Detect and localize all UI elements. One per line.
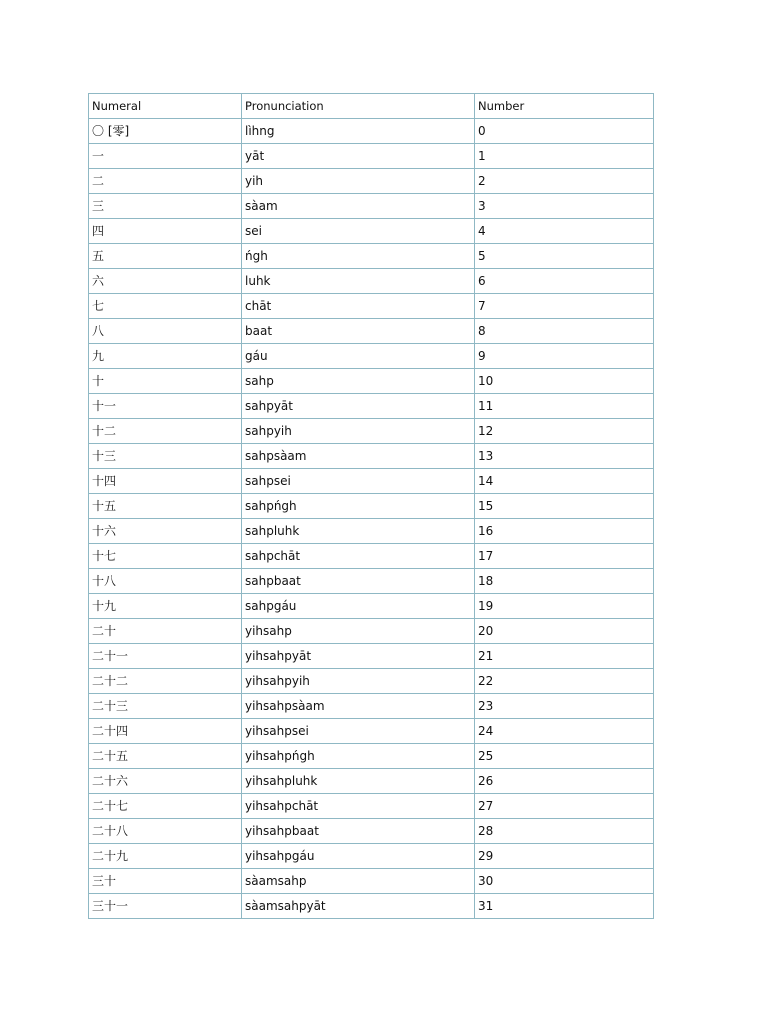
table-row bbox=[89, 294, 654, 319]
pronunciation-cell: sahpgáu bbox=[242, 594, 475, 619]
number-cell: 30 bbox=[475, 869, 654, 894]
numeral-cell: 十 bbox=[89, 369, 242, 394]
numeral-cell: 二十四 bbox=[89, 719, 242, 744]
table-row bbox=[89, 419, 654, 444]
numeral-cell: 八 bbox=[89, 319, 242, 344]
number-cell: 25 bbox=[475, 744, 654, 769]
pronunciation-cell: baat bbox=[242, 319, 475, 344]
numeral-cell: 二十六 bbox=[89, 769, 242, 794]
numeral-cell: 九 bbox=[89, 344, 242, 369]
numeral-cell: 五 bbox=[89, 244, 242, 269]
numeral-cell: 二十八 bbox=[89, 819, 242, 844]
numeral-cell: 二十九 bbox=[89, 844, 242, 869]
numeral-cell: 十二 bbox=[89, 419, 242, 444]
pronunciation-cell: lìhng bbox=[242, 119, 475, 144]
pronunciation-cell: yihsahpyāt bbox=[242, 644, 475, 669]
table-row bbox=[89, 769, 654, 794]
number-cell: 4 bbox=[475, 219, 654, 244]
pronunciation-cell: sàamsahpyāt bbox=[242, 894, 475, 919]
table-row bbox=[89, 469, 654, 494]
number-cell: 18 bbox=[475, 569, 654, 594]
table-row bbox=[89, 119, 654, 144]
numeral-cell: 二十一 bbox=[89, 644, 242, 669]
table-row bbox=[89, 269, 654, 294]
pronunciation-cell: sahpchāt bbox=[242, 544, 475, 569]
table-row bbox=[89, 194, 654, 219]
table-header-row bbox=[89, 94, 654, 119]
numeral-cell: 十五 bbox=[89, 494, 242, 519]
pronunciation-cell: sahp bbox=[242, 369, 475, 394]
numeral-cell: 十三 bbox=[89, 444, 242, 469]
pronunciation-cell: sahpyih bbox=[242, 419, 475, 444]
numeral-cell: 三 bbox=[89, 194, 242, 219]
number-cell: 15 bbox=[475, 494, 654, 519]
table-row bbox=[89, 569, 654, 594]
pronunciation-cell: yihsahpyih bbox=[242, 669, 475, 694]
numeral-cell: 十八 bbox=[89, 569, 242, 594]
table-row bbox=[89, 844, 654, 869]
table-row bbox=[89, 619, 654, 644]
number-cell: 27 bbox=[475, 794, 654, 819]
number-cell: 5 bbox=[475, 244, 654, 269]
column-header-number: Number bbox=[475, 94, 654, 119]
table-row bbox=[89, 344, 654, 369]
number-cell: 3 bbox=[475, 194, 654, 219]
pronunciation-cell: chāt bbox=[242, 294, 475, 319]
table-row bbox=[89, 644, 654, 669]
numeral-cell: 十六 bbox=[89, 519, 242, 544]
pronunciation-cell: sahpluhk bbox=[242, 519, 475, 544]
pronunciation-cell: luhk bbox=[242, 269, 475, 294]
pronunciation-cell: yihsahpsàam bbox=[242, 694, 475, 719]
table-row bbox=[89, 669, 654, 694]
numeral-cell: 七 bbox=[89, 294, 242, 319]
column-header-numeral: Numeral bbox=[89, 94, 242, 119]
number-cell: 2 bbox=[475, 169, 654, 194]
number-cell: 14 bbox=[475, 469, 654, 494]
numeral-cell: 三十 bbox=[89, 869, 242, 894]
number-cell: 13 bbox=[475, 444, 654, 469]
number-cell: 21 bbox=[475, 644, 654, 669]
pronunciation-cell: sahpsei bbox=[242, 469, 475, 494]
table-row bbox=[89, 819, 654, 844]
pronunciation-cell: sei bbox=[242, 219, 475, 244]
table-row bbox=[89, 144, 654, 169]
pronunciation-cell: yihsahpgáu bbox=[242, 844, 475, 869]
table-row bbox=[89, 369, 654, 394]
table-row bbox=[89, 519, 654, 544]
number-cell: 8 bbox=[475, 319, 654, 344]
pronunciation-cell: yihsahpchāt bbox=[242, 794, 475, 819]
table-row bbox=[89, 319, 654, 344]
pronunciation-cell: yihsahpluhk bbox=[242, 769, 475, 794]
numeral-cell: 二 bbox=[89, 169, 242, 194]
table-row bbox=[89, 594, 654, 619]
table-row bbox=[89, 544, 654, 569]
table-body bbox=[89, 119, 654, 919]
number-cell: 24 bbox=[475, 719, 654, 744]
pronunciation-cell: ńgh bbox=[242, 244, 475, 269]
numeral-cell: 二十七 bbox=[89, 794, 242, 819]
pronunciation-cell: yih bbox=[242, 169, 475, 194]
pronunciation-cell: sahpbaat bbox=[242, 569, 475, 594]
number-cell: 23 bbox=[475, 694, 654, 719]
number-cell: 0 bbox=[475, 119, 654, 144]
table-row bbox=[89, 394, 654, 419]
number-cell: 29 bbox=[475, 844, 654, 869]
pronunciation-cell: yāt bbox=[242, 144, 475, 169]
number-cell: 17 bbox=[475, 544, 654, 569]
table-row bbox=[89, 169, 654, 194]
numeral-cell: 十一 bbox=[89, 394, 242, 419]
table-row bbox=[89, 794, 654, 819]
column-header-pronunciation: Pronunciation bbox=[242, 94, 475, 119]
number-cell: 9 bbox=[475, 344, 654, 369]
numeral-cell: 二十 bbox=[89, 619, 242, 644]
numeral-cell: 二十五 bbox=[89, 744, 242, 769]
pronunciation-cell: sahpsàam bbox=[242, 444, 475, 469]
numerals-table bbox=[88, 93, 654, 919]
number-cell: 28 bbox=[475, 819, 654, 844]
numeral-cell: 十四 bbox=[89, 469, 242, 494]
number-cell: 22 bbox=[475, 669, 654, 694]
table-row bbox=[89, 694, 654, 719]
pronunciation-cell: sahpńgh bbox=[242, 494, 475, 519]
number-cell: 7 bbox=[475, 294, 654, 319]
table-row bbox=[89, 244, 654, 269]
pronunciation-cell: yihsahpbaat bbox=[242, 819, 475, 844]
number-cell: 1 bbox=[475, 144, 654, 169]
number-cell: 31 bbox=[475, 894, 654, 919]
number-cell: 16 bbox=[475, 519, 654, 544]
number-cell: 19 bbox=[475, 594, 654, 619]
numeral-cell: 六 bbox=[89, 269, 242, 294]
pronunciation-cell: gáu bbox=[242, 344, 475, 369]
pronunciation-cell: sàam bbox=[242, 194, 475, 219]
number-cell: 26 bbox=[475, 769, 654, 794]
pronunciation-cell: sahpyāt bbox=[242, 394, 475, 419]
number-cell: 6 bbox=[475, 269, 654, 294]
table-row bbox=[89, 444, 654, 469]
numeral-cell: 二十二 bbox=[89, 669, 242, 694]
numeral-cell: 十九 bbox=[89, 594, 242, 619]
numeral-cell: 〇 [零] bbox=[89, 119, 242, 144]
table-row bbox=[89, 719, 654, 744]
table-row bbox=[89, 869, 654, 894]
table-row bbox=[89, 219, 654, 244]
pronunciation-cell: yihsahpsei bbox=[242, 719, 475, 744]
number-cell: 20 bbox=[475, 619, 654, 644]
number-cell: 10 bbox=[475, 369, 654, 394]
numeral-cell: 一 bbox=[89, 144, 242, 169]
number-cell: 11 bbox=[475, 394, 654, 419]
pronunciation-cell: yihsahpńgh bbox=[242, 744, 475, 769]
table-row bbox=[89, 494, 654, 519]
pronunciation-cell: sàamsahp bbox=[242, 869, 475, 894]
numeral-cell: 二十三 bbox=[89, 694, 242, 719]
pronunciation-cell: yihsahp bbox=[242, 619, 475, 644]
numeral-cell: 三十一 bbox=[89, 894, 242, 919]
table-row bbox=[89, 894, 654, 919]
table-row bbox=[89, 744, 654, 769]
numeral-cell: 四 bbox=[89, 219, 242, 244]
numeral-cell: 十七 bbox=[89, 544, 242, 569]
number-cell: 12 bbox=[475, 419, 654, 444]
